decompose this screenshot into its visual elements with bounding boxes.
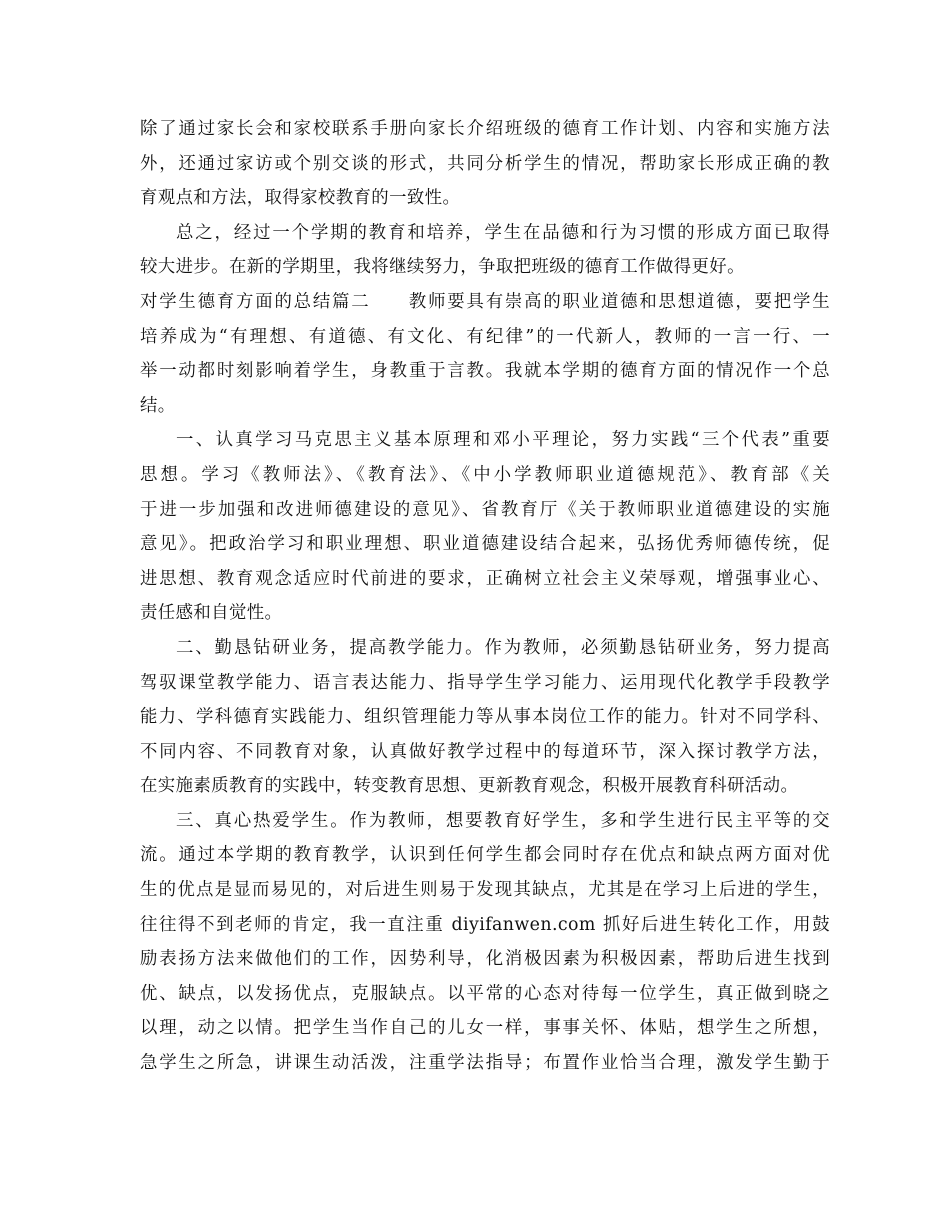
text-line: 进思想、教育观念适应时代前进的要求，正确树立社会主义荣辱观，增强事业心、 <box>140 568 830 589</box>
paragraph <box>140 216 830 285</box>
text-line: 驾驭课堂教学能力、语言表达能力、指导学生学习能力、运用现代化教学手段教学 <box>140 672 830 693</box>
text-line: 结。 <box>140 395 176 416</box>
text-line: 优、缺点，以发扬优点，克服缺点。以平常的心态对待每一位学生，真正做到晓之 <box>140 983 830 1004</box>
text-line: 一、认真学习马克思主义基本原理和邓小平理论，努力实践“三个代表”重要 <box>176 430 830 451</box>
section-heading-line: 对学生德育方面的总结篇二 教师要具有崇高的职业道德和思想道德，要把学生 <box>140 291 830 312</box>
text-line: 能力、学科德育实践能力、组织管理能力等从事本岗位工作的能力。针对不同学科、 <box>140 707 830 728</box>
paragraph <box>140 804 830 1081</box>
text-line: 育观点和方法，取得家校教育的一致性。 <box>140 188 461 209</box>
text-line: 流。通过本学期的教育教学，认识到任何学生都会同时存在优点和缺点两方面对优 <box>140 845 830 866</box>
text-line: 较大进步。在新的学期里，我将继续努力，争取把班级的德育工作做得更好。 <box>140 257 745 278</box>
text-line: 二、勤恳钻研业务，提高教学能力。作为教师，必须勤恳钻研业务，努力提高 <box>176 637 830 658</box>
text-line: 往往得不到老师的肯定，我一直注重 diyifanwen.com 抓好后进生转化工作，用鼓 <box>140 914 830 935</box>
text-line: 思想。学习《教师法》、《教育法》、《中小学教师职业道德规范》、教育部《关 <box>140 464 830 485</box>
paragraph <box>140 631 830 804</box>
paragraph <box>140 423 830 631</box>
text-line: 在实施素质教育的实践中，转变教育思想、更新教育观念，积极开展教育科研活动。 <box>140 776 799 797</box>
text-line: 外，还通过家访或个别交谈的形式，共同分析学生的情况，帮助家长形成正确的教 <box>140 153 830 174</box>
text-line: 除了通过家长会和家校联系手册向家长介绍班级的德育工作计划、内容和实施方法 <box>140 119 830 139</box>
text-line: 生的优点是显而易见的，对后进生则易于发现其缺点，尤其是在学习上后进的学生， <box>140 880 830 901</box>
text-line: 三、真心热爱学生。作为教师，想要教育好学生，多和学生进行民主平等的交 <box>176 810 830 831</box>
text-line: 急学生之所急，讲课生动活泼，注重学法指导；布置作业恰当合理，激发学生勤于 <box>140 1053 830 1074</box>
paragraph <box>140 112 830 216</box>
text-line: 培养成为“有理想、有道德、有文化、有纪律”的一代新人，教师的一言一行、一 <box>140 326 830 347</box>
text-line: 举一动都时刻影响着学生，身教重于言教。我就本学期的德育方面的情况作一个总 <box>140 361 830 382</box>
text-line: 意见》。把政治学习和职业理想、职业道德建设结合起来，弘扬优秀师德传统，促 <box>140 534 830 555</box>
text-line: 以理，动之以情。把学生当作自己的儿女一样，事事关怀、体贴，想学生之所想， <box>140 1018 830 1039</box>
text-line: 励表扬方法来做他们的工作，因势利导，化消极因素为积极因素，帮助后进生找到 <box>140 949 830 970</box>
paragraph <box>140 285 830 423</box>
text-line: 责任感和自觉性。 <box>140 603 283 624</box>
text-line: 总之，经过一个学期的教育和培养，学生在品德和行为习惯的形成方面已取得 <box>176 222 830 243</box>
text-line: 不同内容、不同教育对象，认真做好教学过程中的每道环节，深入探讨教学方法， <box>140 741 830 762</box>
document-body <box>140 112 830 1081</box>
text-line: 于进一步加强和改进师德建设的意见》、省教育厅《关于教师职业道德建设的实施 <box>140 499 830 520</box>
